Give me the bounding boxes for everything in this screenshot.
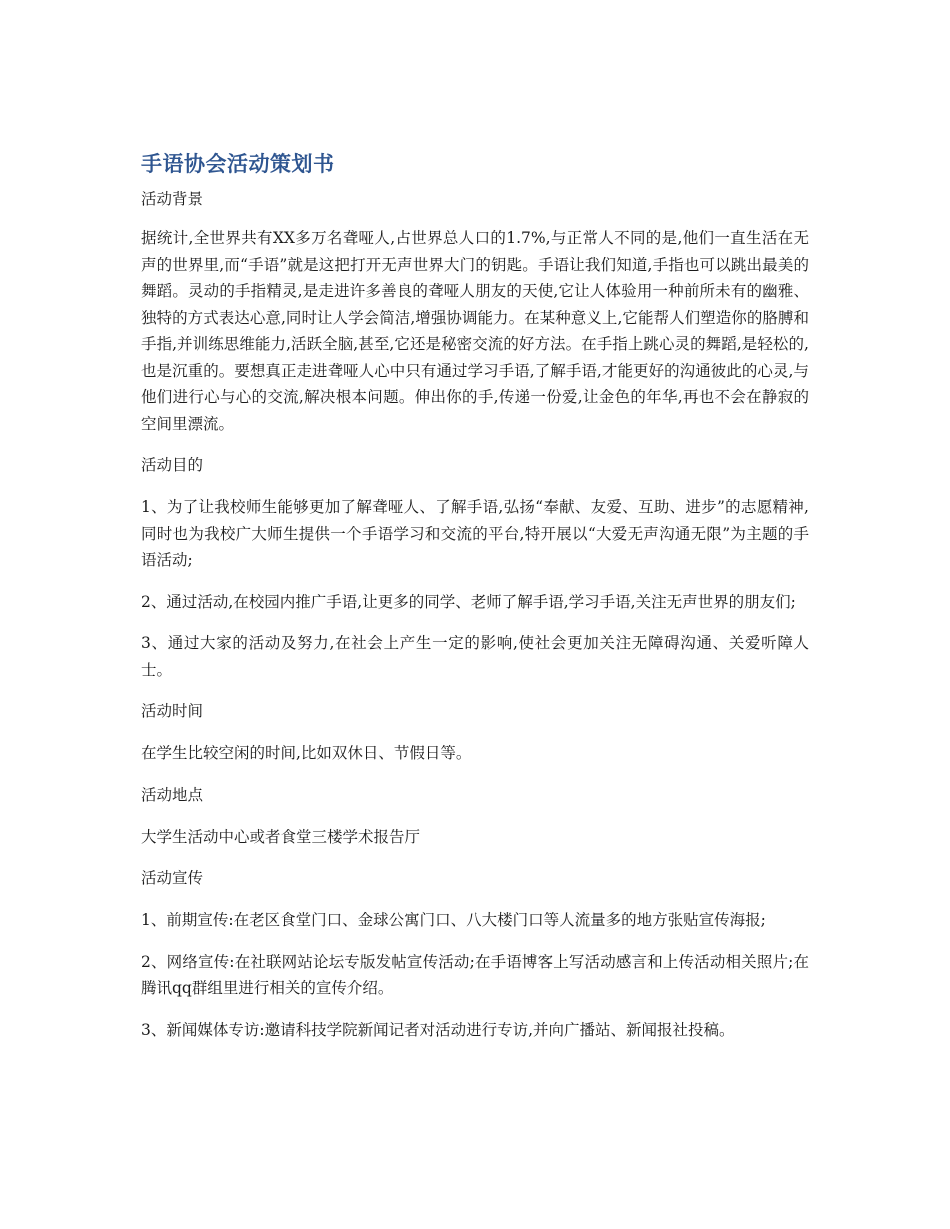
promotion-item: 2、网络宣传:在社联网站论坛专版发帖宣传活动;在手语博客上写活动感言和上传活动相关照片;在腾讯qq群组里进行相关的宣传介绍。 <box>141 952 809 997</box>
purpose-item: 2、通过活动,在校园内推广手语,让更多的同学、老师了解手语,学习手语,关注无声世界的朋友们; <box>141 592 796 611</box>
purpose-item: 1、为了让我校师生能够更加了解聋哑人、了解手语,弘扬“奉献、友爱、互助、进步”的志愿精神,同时也为我校广大师生提供一个手语学习和交流的平台,特开展以“大爱无声沟通无限”为主题的手语活动; <box>141 498 809 569</box>
section-heading-location: 活动地点 <box>141 785 204 804</box>
document-title: 手语协会活动策划书 <box>141 152 335 176</box>
section-heading-promotion: 活动宣传 <box>141 869 204 887</box>
time-paragraph: 在学生比较空闲的时间,比如双休日、节假日等。 <box>141 744 472 762</box>
location-paragraph: 大学生活动中心或者食堂三楼学术报告厅 <box>141 827 421 846</box>
purpose-item: 3、通过大家的活动及努力,在社会上产生一定的影响,使社会更加关注无障碍沟通、关爱听障人士。 <box>141 634 809 679</box>
section-heading-background: 活动背景 <box>141 190 204 208</box>
promotion-item: 3、新闻媒体专访:邀请科技学院新闻记者对活动进行专访,并向广播站、新闻报社投稿。 <box>141 1020 735 1039</box>
section-heading-time: 活动时间 <box>141 702 204 720</box>
section-heading-purpose: 活动目的 <box>141 456 204 474</box>
promotion-item: 1、前期宣传:在老区食堂门口、金球公寓门口、八大楼门口等人流量多的地方张贴宣传海报; <box>141 911 766 929</box>
document-page <box>141 148 809 1058</box>
background-paragraph: 据统计,全世界共有XX多万名聋哑人,占世界总人口的1.7%,与正常人不同的是,他们一直生活在无声的世界里,而“手语”就是这把打开无声世界大门的钥匙。手语让我们知道,手指也可以跳出最美的舞蹈。灵动的手指精灵,是走进许多善良的聋哑人朋友的天使,它让人体验用一种前所未有的幽雅、独特的方式表达心意,同时让人学会简洁,增强协调能力。在某种意义上,它能帮人们塑造你的胳膊和手指,并训练思维能力,活跃全脑,甚至,它还是秘密交流的好方法。在手指上跳心灵的舞蹈,是轻松的,也是沉重的。要想真正走进聋哑人心中只有通过学习手语,了解手语,才能更好的沟通彼此的心灵,与他们进行心与心的交流,解决根本问题。伸出你的手,传递一份爱,让金色的年华,再也不会在静寂的空间里漂流。 <box>141 229 809 433</box>
